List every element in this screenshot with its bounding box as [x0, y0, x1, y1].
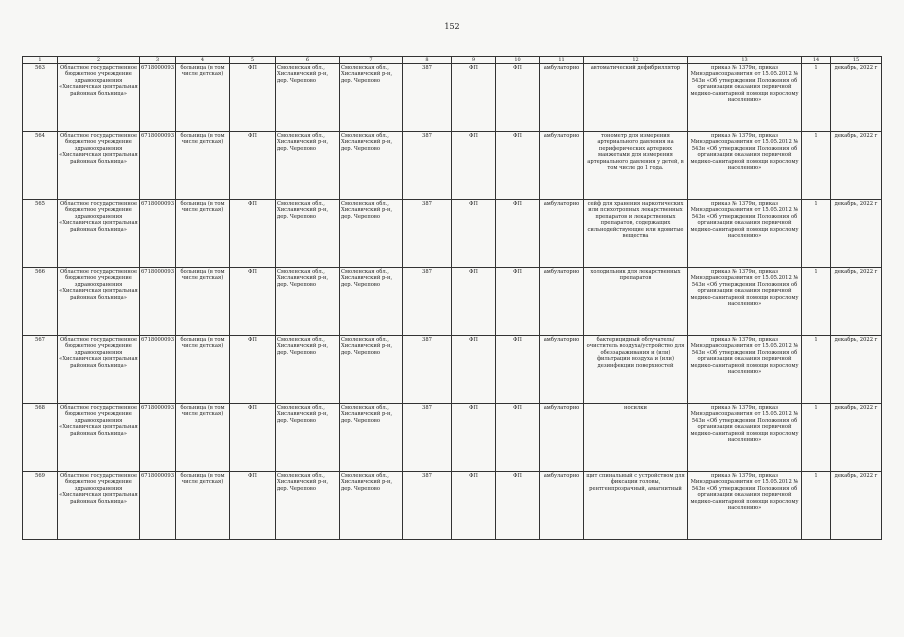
- equipment-name-cell: щит спинальный с устройством для фиксации головы, рентгенпрозрачный, амагнитный: [584, 472, 688, 540]
- equipment-name-cell: носилки: [584, 404, 688, 472]
- facility-type-cell: больница (в том числе детская): [176, 472, 230, 540]
- facility-type-cell: больница (в том числе детская): [176, 336, 230, 404]
- institution-name-cell: Областное государственное бюджетное учреждение здравоохранения «Хиславичская центральная районная больница»: [58, 64, 140, 132]
- unit-type-cell: ФП: [452, 268, 496, 336]
- institution-name-cell: Областное государственное бюджетное учреждение здравоохранения «Хиславичская центральная районная больница»: [58, 200, 140, 268]
- column-number: 3: [140, 57, 176, 64]
- legal-address-cell: Смоленская обл., Хиславичский р-н, дер. Черепово: [276, 64, 340, 132]
- legal-address-cell: Смоленская обл., Хиславичский р-н, дер. Черепово: [276, 132, 340, 200]
- deadline-cell: декабрь, 2022 г: [831, 404, 882, 472]
- legal-basis-cell: приказ № 1379н, приказ Минздравсоцразвития от 15.05.2012 № 543н «Об утверждении Положения об организации оказания первичной медико-санитарной помощи взрослому населению»: [688, 64, 802, 132]
- actual-address-cell: Смоленская обл., Хиславичский р-н, дер. Черепово: [340, 64, 403, 132]
- table-row: [23, 200, 882, 268]
- page-number: 152: [444, 22, 460, 31]
- unit-type-cell: ФП: [230, 336, 276, 404]
- equipment-registry-table: [22, 56, 882, 540]
- table-body: [23, 57, 882, 540]
- legal-address-cell: Смоленская обл., Хиславичский р-н, дер. Черепово: [276, 404, 340, 472]
- quantity-cell: 1: [802, 472, 831, 540]
- equipment-name-cell: тонометр для измерения артериального давления на периферических артериях манжетами для измерения артериального давления у детей, в том числе до 1 года.: [584, 132, 688, 200]
- table-row: [23, 132, 882, 200]
- facility-type-cell: больница (в том числе детская): [176, 132, 230, 200]
- unit-type-cell: ФП: [452, 64, 496, 132]
- column-number: 13: [688, 57, 802, 64]
- row-number-cell: 563: [23, 64, 58, 132]
- unit-type-cell: ФП: [452, 200, 496, 268]
- quantity-cell: 1: [802, 132, 831, 200]
- row-number-cell: 566: [23, 268, 58, 336]
- deadline-cell: декабрь, 2022 г: [831, 268, 882, 336]
- deadline-cell: декабрь, 2022 г: [831, 132, 882, 200]
- quantity-cell: 1: [802, 200, 831, 268]
- deadline-cell: декабрь, 2022 г: [831, 336, 882, 404]
- unit-type-cell: ФП: [496, 268, 540, 336]
- care-form-cell: амбулаторно: [540, 200, 584, 268]
- column-number: 10: [496, 57, 540, 64]
- institution-code-cell: 6718000093: [140, 132, 176, 200]
- column-number: 6: [276, 57, 340, 64]
- row-number-cell: 569: [23, 472, 58, 540]
- column-number: 5: [230, 57, 276, 64]
- column-number: 15: [831, 57, 882, 64]
- population-count-cell: 387: [403, 268, 452, 336]
- table-row: [23, 472, 882, 540]
- population-count-cell: 387: [403, 200, 452, 268]
- deadline-cell: декабрь, 2022 г: [831, 200, 882, 268]
- unit-type-cell: ФП: [496, 132, 540, 200]
- facility-type-cell: больница (в том числе детская): [176, 64, 230, 132]
- legal-address-cell: Смоленская обл., Хиславичский р-н, дер. Черепово: [276, 472, 340, 540]
- population-count-cell: 387: [403, 472, 452, 540]
- actual-address-cell: Смоленская обл., Хиславичский р-н, дер. Черепово: [340, 404, 403, 472]
- legal-basis-cell: приказ № 1379н, приказ Минздравсоцразвития от 15.05.2012 № 543н «Об утверждении Положения об организации оказания первичной медико-санитарной помощи взрослому населению»: [688, 336, 802, 404]
- institution-code-cell: 6718000093: [140, 64, 176, 132]
- legal-basis-cell: приказ № 1379н, приказ Минздравсоцразвития от 15.05.2012 № 543н «Об утверждении Положения об организации оказания первичной медико-санитарной помощи взрослому населению»: [688, 268, 802, 336]
- actual-address-cell: Смоленская обл., Хиславичский р-н, дер. Черепово: [340, 132, 403, 200]
- equipment-name-cell: бактерицидный облучатель/очиститель воздуха/устройство для обеззараживания и (или) фильтрации воздуха и (или) дезинфекции поверхностей: [584, 336, 688, 404]
- column-number: 2: [58, 57, 140, 64]
- quantity-cell: 1: [802, 336, 831, 404]
- population-count-cell: 387: [403, 132, 452, 200]
- unit-type-cell: ФП: [452, 132, 496, 200]
- equipment-name-cell: холодильник для лекарственных препаратов: [584, 268, 688, 336]
- care-form-cell: амбулаторно: [540, 132, 584, 200]
- legal-basis-cell: приказ № 1379н, приказ Минздравсоцразвития от 15.05.2012 № 543н «Об утверждении Положения об организации оказания первичной медико-санитарной помощи взрослому населению»: [688, 200, 802, 268]
- row-number-cell: 568: [23, 404, 58, 472]
- unit-type-cell: ФП: [496, 200, 540, 268]
- column-number: 1: [23, 57, 58, 64]
- institution-code-cell: 6718000093: [140, 200, 176, 268]
- legal-basis-cell: приказ № 1379н, приказ Минздравсоцразвития от 15.05.2012 № 543н «Об утверждении Положения об организации оказания первичной медико-санитарной помощи взрослому населению»: [688, 132, 802, 200]
- unit-type-cell: ФП: [230, 200, 276, 268]
- column-number-row: [23, 57, 882, 64]
- unit-type-cell: ФП: [452, 336, 496, 404]
- institution-code-cell: 6718000093: [140, 268, 176, 336]
- quantity-cell: 1: [802, 404, 831, 472]
- actual-address-cell: Смоленская обл., Хиславичский р-н, дер. Черепово: [340, 336, 403, 404]
- care-form-cell: амбулаторно: [540, 268, 584, 336]
- unit-type-cell: ФП: [496, 472, 540, 540]
- institution-name-cell: Областное государственное бюджетное учреждение здравоохранения «Хиславичская центральная районная больница»: [58, 472, 140, 540]
- unit-type-cell: ФП: [230, 404, 276, 472]
- column-number: 14: [802, 57, 831, 64]
- equipment-name-cell: сейф для хранения наркотических или психотропных лекарственных препаратов и лекарственных препаратов, содержащих сильнодействующие или ядовитые вещества: [584, 200, 688, 268]
- institution-code-cell: 6718000093: [140, 472, 176, 540]
- deadline-cell: декабрь, 2022 г: [831, 64, 882, 132]
- care-form-cell: амбулаторно: [540, 472, 584, 540]
- facility-type-cell: больница (в том числе детская): [176, 268, 230, 336]
- unit-type-cell: ФП: [452, 404, 496, 472]
- unit-type-cell: ФП: [496, 336, 540, 404]
- institution-name-cell: Областное государственное бюджетное учреждение здравоохранения «Хиславичская центральная районная больница»: [58, 132, 140, 200]
- facility-type-cell: больница (в том числе детская): [176, 404, 230, 472]
- row-number-cell: 565: [23, 200, 58, 268]
- actual-address-cell: Смоленская обл., Хиславичский р-н, дер. Черепово: [340, 268, 403, 336]
- column-number: 12: [584, 57, 688, 64]
- legal-address-cell: Смоленская обл., Хиславичский р-н, дер. Черепово: [276, 200, 340, 268]
- equipment-name-cell: автоматический дефибриллятор: [584, 64, 688, 132]
- legal-address-cell: Смоленская обл., Хиславичский р-н, дер. Черепово: [276, 336, 340, 404]
- unit-type-cell: ФП: [452, 472, 496, 540]
- table-row: [23, 336, 882, 404]
- unit-type-cell: ФП: [230, 64, 276, 132]
- quantity-cell: 1: [802, 268, 831, 336]
- institution-name-cell: Областное государственное бюджетное учреждение здравоохранения «Хиславичская центральная районная больница»: [58, 336, 140, 404]
- legal-basis-cell: приказ № 1379н, приказ Минздравсоцразвития от 15.05.2012 № 543н «Об утверждении Положения об организации оказания первичной медико-санитарной помощи взрослому населению»: [688, 404, 802, 472]
- deadline-cell: декабрь, 2022 г: [831, 472, 882, 540]
- legal-address-cell: Смоленская обл., Хиславичский р-н, дер. Черепово: [276, 268, 340, 336]
- column-number: 4: [176, 57, 230, 64]
- institution-code-cell: 6718000093: [140, 404, 176, 472]
- legal-basis-cell: приказ № 1379н, приказ Минздравсоцразвития от 15.05.2012 № 543н «Об утверждении Положения об организации оказания первичной медико-санитарной помощи взрослому населению»: [688, 472, 802, 540]
- actual-address-cell: Смоленская обл., Хиславичский р-н, дер. Черепово: [340, 200, 403, 268]
- unit-type-cell: ФП: [230, 472, 276, 540]
- actual-address-cell: Смоленская обл., Хиславичский р-н, дер. Черепово: [340, 472, 403, 540]
- care-form-cell: амбулаторно: [540, 64, 584, 132]
- row-number-cell: 567: [23, 336, 58, 404]
- facility-type-cell: больница (в том числе детская): [176, 200, 230, 268]
- column-number: 9: [452, 57, 496, 64]
- quantity-cell: 1: [802, 64, 831, 132]
- population-count-cell: 387: [403, 64, 452, 132]
- care-form-cell: амбулаторно: [540, 336, 584, 404]
- unit-type-cell: ФП: [496, 404, 540, 472]
- population-count-cell: 387: [403, 336, 452, 404]
- institution-code-cell: 6718000093: [140, 336, 176, 404]
- unit-type-cell: ФП: [230, 268, 276, 336]
- column-number: 7: [340, 57, 403, 64]
- table-row: [23, 64, 882, 132]
- care-form-cell: амбулаторно: [540, 404, 584, 472]
- unit-type-cell: ФП: [496, 64, 540, 132]
- column-number: 11: [540, 57, 584, 64]
- row-number-cell: 564: [23, 132, 58, 200]
- column-number: 8: [403, 57, 452, 64]
- table-row: [23, 268, 882, 336]
- institution-name-cell: Областное государственное бюджетное учреждение здравоохранения «Хиславичская центральная районная больница»: [58, 268, 140, 336]
- table-row: [23, 404, 882, 472]
- institution-name-cell: Областное государственное бюджетное учреждение здравоохранения «Хиславичская центральная районная больница»: [58, 404, 140, 472]
- population-count-cell: 387: [403, 404, 452, 472]
- unit-type-cell: ФП: [230, 132, 276, 200]
